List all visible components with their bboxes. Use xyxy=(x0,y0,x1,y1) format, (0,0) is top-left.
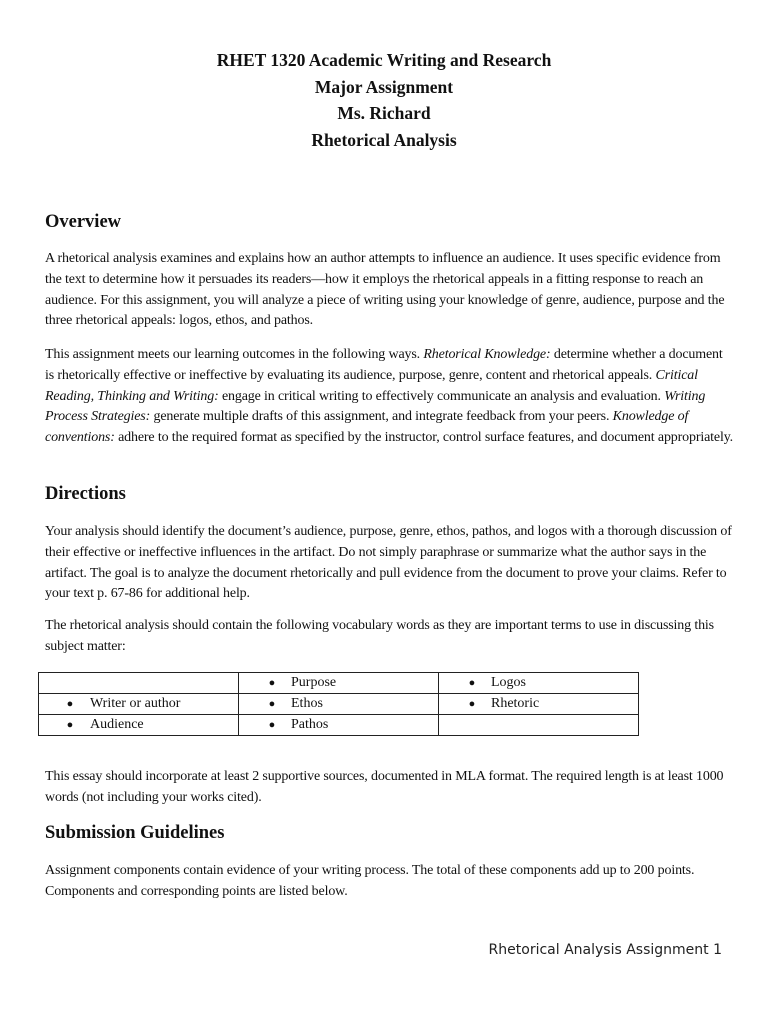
title-block xyxy=(0,47,768,153)
rhetorical-knowledge-text: determine whether a document is rhetorically effective or ineffective by evaluating its audience, purpose, genre, content and rhetorical appeals. xyxy=(45,347,723,383)
overview-paragraph-1: A rhetorical analysis examines and explains how an author attempts to influence an audience. It uses specific evidence from the text to determine how it persuades its readers—how it employs the rhetorical appeals in a fitting response to reach an audience. For this assignment, you will analyze a piece of writing using your knowledge of genre, audience, purpose and the three rhetorical appeals: logos, ethos, and pathos. xyxy=(45,251,725,329)
table-row xyxy=(39,673,639,694)
bullet-icon: ● xyxy=(268,677,276,689)
vocab-term: Pathos xyxy=(291,717,329,732)
term-knowledge-conventions: Knowledge of conventions: xyxy=(45,409,689,446)
assignment-type: Major Assignment xyxy=(314,76,454,97)
bullet-icon: ● xyxy=(468,677,476,689)
directions-heading: Directions xyxy=(45,484,126,504)
directions-paragraph-2: The rhetorical analysis should contain the following vocabulary words as they are important terms to use in discussing this subject matter: xyxy=(45,618,714,654)
vocab-term: Audience xyxy=(90,717,144,732)
overview-paragraph-2 xyxy=(45,345,735,449)
table-cell xyxy=(239,694,439,715)
table-cell xyxy=(438,715,638,736)
bullet-icon: ● xyxy=(268,698,276,710)
table-cell xyxy=(39,673,239,694)
learning-outcomes-intro: This assignment meets our learning outcomes in the following ways. xyxy=(45,347,424,362)
vocab-term: Purpose xyxy=(291,675,337,690)
term-writing-process: Writing Process Strategies: xyxy=(45,388,706,425)
table-cell xyxy=(239,673,439,694)
page-footer: Rhetorical Analysis Assignment 1 xyxy=(488,942,722,958)
bullet-icon: ● xyxy=(66,719,74,731)
term-rhetorical-knowledge: Rhetorical Knowledge: xyxy=(423,347,551,362)
table-cell xyxy=(239,715,439,736)
directions-paragraph-3: This essay should incorporate at least 2 supportive sources, documented in MLA format. The required length is at least 1000 words (not including your works cited). xyxy=(45,769,724,805)
bullet-icon: ● xyxy=(268,719,276,731)
submission-paragraph-1: Assignment components contain evidence of your writing process. The total of these components add up to 200 points. Components and corresponding points are listed below. xyxy=(45,863,695,899)
course-title: RHET 1320 Academic Writing and Research xyxy=(216,50,552,70)
table-row xyxy=(39,694,639,715)
vocab-term: Ethos xyxy=(291,696,323,711)
vocab-term: Logos xyxy=(490,675,526,690)
vocab-term: Writer or author xyxy=(90,696,181,711)
submission-heading: Submission Guidelines xyxy=(45,823,225,843)
writing-process-text: generate multiple drafts of this assignment, and integrate feedback from your peers. xyxy=(150,409,613,425)
table-row xyxy=(39,715,639,736)
directions-paragraph-1: Your analysis should identify the document’s audience, purpose, genre, ethos, pathos, and logos with a thorough discussion of their effective or ineffective influences in the artifact. Do not simply paraphrase or summarize what the author says in the artifact. The goal is to analyze the document rhetorically and pull evidence from the document to prove your claims. Refer to your text p. 67-86 for additional help. xyxy=(45,524,732,602)
vocabulary-table xyxy=(38,672,639,736)
bullet-icon: ● xyxy=(468,698,476,710)
vocab-term: Rhetoric xyxy=(490,696,540,711)
table-cell xyxy=(39,694,239,715)
critical-reading-text: engage in critical writing to effectively communicate an analysis and evaluation. xyxy=(218,388,665,404)
table-cell xyxy=(438,694,638,715)
knowledge-conventions-text: adhere to the required format as specified by the instructor, control surface features, and document appropriately. xyxy=(114,430,734,446)
assignment-title: Rhetorical Analysis xyxy=(311,129,457,150)
table-cell xyxy=(438,673,638,694)
instructor-name: Ms. Richard xyxy=(337,103,431,123)
table-cell xyxy=(39,715,239,736)
term-critical-reading: Critical Reading, Thinking and Writing: xyxy=(45,367,698,404)
overview-heading: Overview xyxy=(45,212,122,232)
bullet-icon: ● xyxy=(66,698,74,710)
